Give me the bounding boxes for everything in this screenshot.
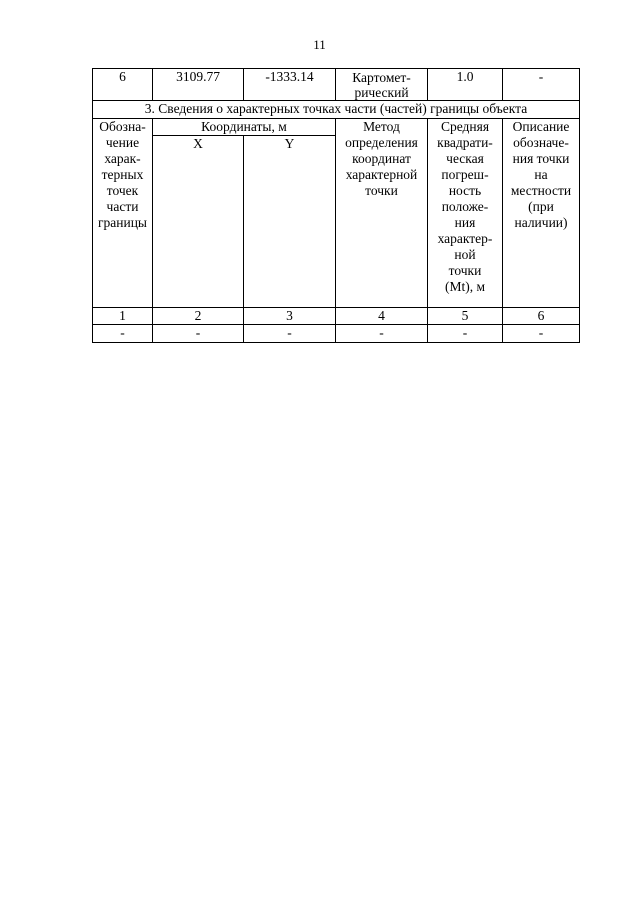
data-cell: - — [336, 325, 428, 343]
data-cell: - — [244, 325, 336, 343]
cell-coordinate-x: 3109.77 — [153, 69, 244, 101]
column-number: 2 — [153, 308, 244, 325]
data-cell: - — [153, 325, 244, 343]
column-number: 6 — [503, 308, 580, 325]
header-description: Описание обозначе- ния точки на местности (при наличии) — [503, 119, 580, 308]
cell-point-number: 6 — [93, 69, 153, 101]
boundary-points-table — [92, 68, 580, 343]
column-number: 1 — [93, 308, 153, 325]
data-cell: - — [428, 325, 503, 343]
header-error: Средняя квадрати- ческая погреш- ность положе- ния характер- ной точки (Mt), м — [428, 119, 503, 308]
section-title-row — [93, 101, 580, 119]
column-number: 5 — [428, 308, 503, 325]
section-title: 3. Сведения о характерных точках части (частей) границы объекта — [93, 101, 580, 119]
header-row — [93, 119, 580, 136]
column-number: 3 — [244, 308, 336, 325]
data-cell: - — [503, 325, 580, 343]
cell-description: - — [503, 69, 580, 101]
table-row — [93, 69, 580, 101]
data-cell: - — [93, 325, 153, 343]
cell-method: Картомет- рический — [336, 69, 428, 101]
header-y: Y — [244, 136, 336, 308]
header-coordinates: Координаты, м — [153, 119, 336, 136]
header-x: X — [153, 136, 244, 308]
header-method: Метод определения координат характерной точки — [336, 119, 428, 308]
page-number: 11 — [313, 37, 326, 52]
column-number: 4 — [336, 308, 428, 325]
header-designation: Обозна- чение харак- терных точек части границы — [93, 119, 153, 308]
table-row — [93, 325, 580, 343]
cell-error: 1.0 — [428, 69, 503, 101]
cell-coordinate-y: -1333.14 — [244, 69, 336, 101]
column-numbers-row — [93, 308, 580, 325]
